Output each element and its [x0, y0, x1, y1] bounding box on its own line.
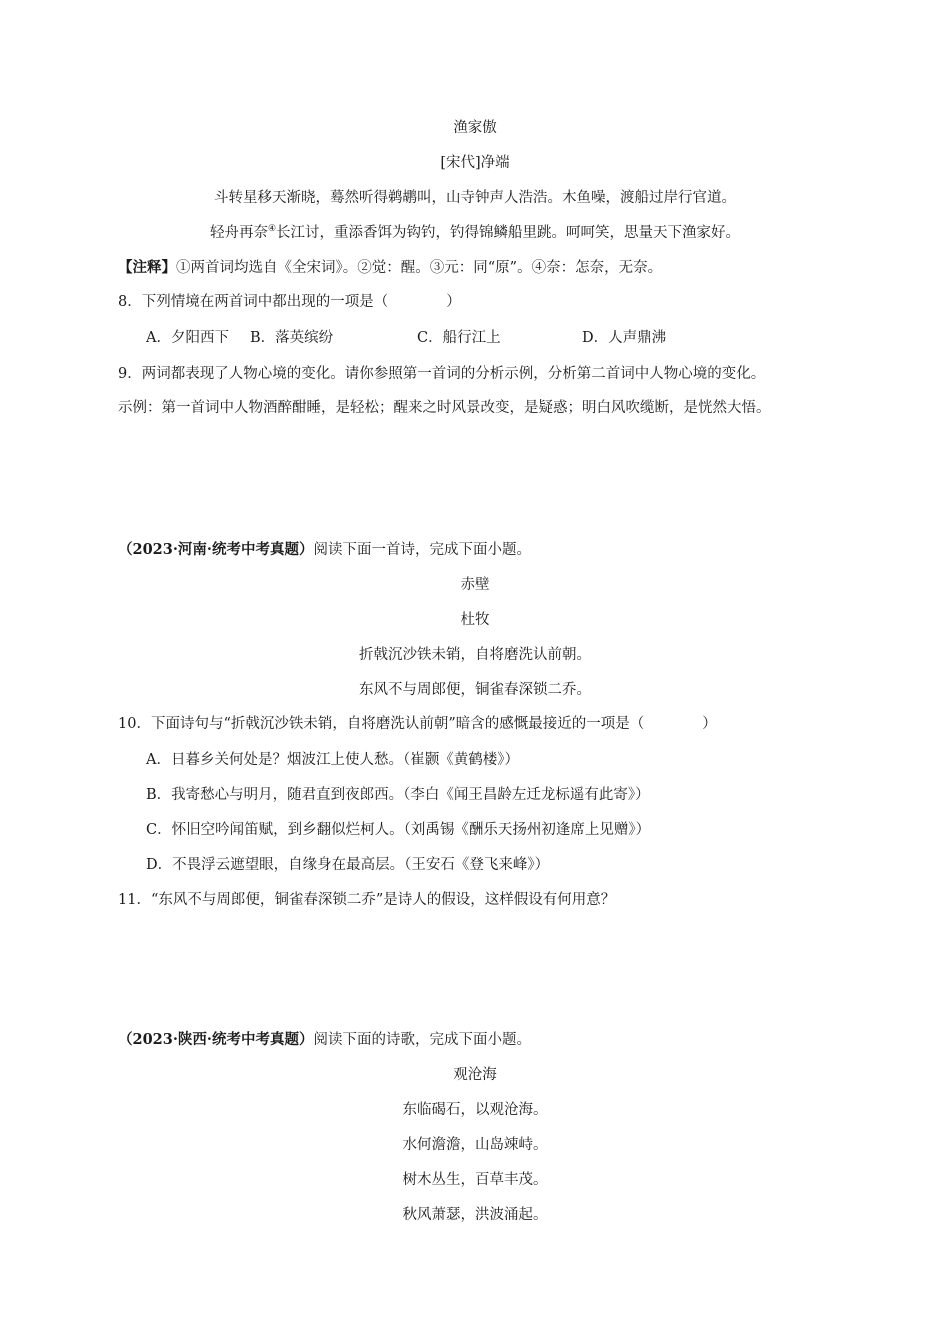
question-10-option-d: D．不畏浮云遮望眼，自缘身在最高层。（王安石《登飞来峰》）	[146, 857, 550, 873]
section3-source: （2023·陕西·统考中考真题）	[118, 1031, 314, 1048]
poem1-line-1: 斗转星移天渐晓，蓦然听得鹈鹕叫，山寺钟声人浩浩。木鱼噪，渡船过岸行官道。	[214, 190, 736, 206]
poem1-title: 渔家傲	[453, 120, 497, 136]
question-8-option-a: A．夕阳西下	[146, 330, 229, 346]
poem1-line-2	[0, 223, 950, 243]
section2-source: （2023·河南·统考中考真题）	[118, 541, 314, 558]
poem2-line-2: 东风不与周郎便，铜雀春深锁二乔。	[359, 682, 591, 698]
poem1-line-2-pre: 轻舟再奈	[209, 225, 268, 241]
section3-header	[118, 1030, 531, 1050]
question-8-stem: 8．下列情境在两首词中都出现的一项是（ ）	[118, 294, 461, 310]
question-10-option-b: B．我寄愁心与明月，随君直到夜郎西。（李白《闻王昌龄左迁龙标遥有此寄》）	[146, 787, 650, 803]
poem3-line-3: 树木丛生，百草丰茂。	[402, 1172, 548, 1188]
poem1-note	[118, 258, 662, 278]
note-label: 【注释】	[118, 259, 176, 276]
poem1-author: [宋代]净端	[440, 155, 510, 171]
question-8-option-d: D．人声鼎沸	[582, 330, 667, 346]
question-8-option-c: C．船行江上	[417, 330, 501, 346]
question-10-stem: 10．下面诗句与“折戟沉沙铁未销，自将磨洗认前朝”暗含的感慨最接近的一项是（ ）	[118, 716, 717, 732]
section3-intro: 阅读下面的诗歌，完成下面小题。	[313, 1032, 531, 1048]
poem2-title: 赤壁	[460, 577, 490, 593]
question-8-option-b: B．落英缤纷	[250, 330, 334, 346]
poem3-line-1: 东临碣石，以观沧海。	[402, 1102, 548, 1118]
question-10-option-c: C．怀旧空吟闻笛赋，到乡翻似烂柯人。（刘禹锡《酬乐天扬州初逢席上见赠》）	[146, 822, 651, 838]
poem3-line-2: 水何澹澹，山岛竦峙。	[402, 1137, 548, 1153]
poem2-author: 杜牧	[460, 612, 490, 628]
poem3-title: 观沧海	[453, 1067, 497, 1083]
question-9-example: 示例：第一首词中人物酒醉酣睡，是轻松；醒来之时风景改变，是疑惑；明白风吹缆断，是恍然大悟。	[118, 400, 771, 416]
poem3-line-4: 秋风萧瑟，洪波涌起。	[402, 1207, 548, 1223]
question-9-stem: 9．两词都表现了人物心境的变化。请你参照第一首词的分析示例，分析第二首词中人物心境的变化。	[118, 366, 766, 382]
section2-header	[118, 540, 531, 560]
question-10-option-a: A．日暮乡关何处是？烟波江上使人愁。（崔颢《黄鹤楼》）	[146, 752, 519, 768]
poem1-line-2-post: 长江讨，重添香饵为钩钓，钓得锦鳞船里跳。呵呵笑，思量天下渔家好。	[276, 225, 741, 241]
section2-intro: 阅读下面一首诗，完成下面小题。	[313, 542, 531, 558]
poem2-line-1: 折戟沉沙铁未销，自将磨洗认前朝。	[359, 647, 591, 663]
question-11-stem: 11．“东风不与周郎便，铜雀春深锁二乔”是诗人的假设，这样假设有何用意？	[118, 892, 616, 908]
footnote-marker: ④	[267, 224, 277, 235]
note-text: ①两首词均选自《全宋词》。②觉：醒。③元：同“原”。④奈：怎奈，无奈。	[176, 260, 663, 276]
